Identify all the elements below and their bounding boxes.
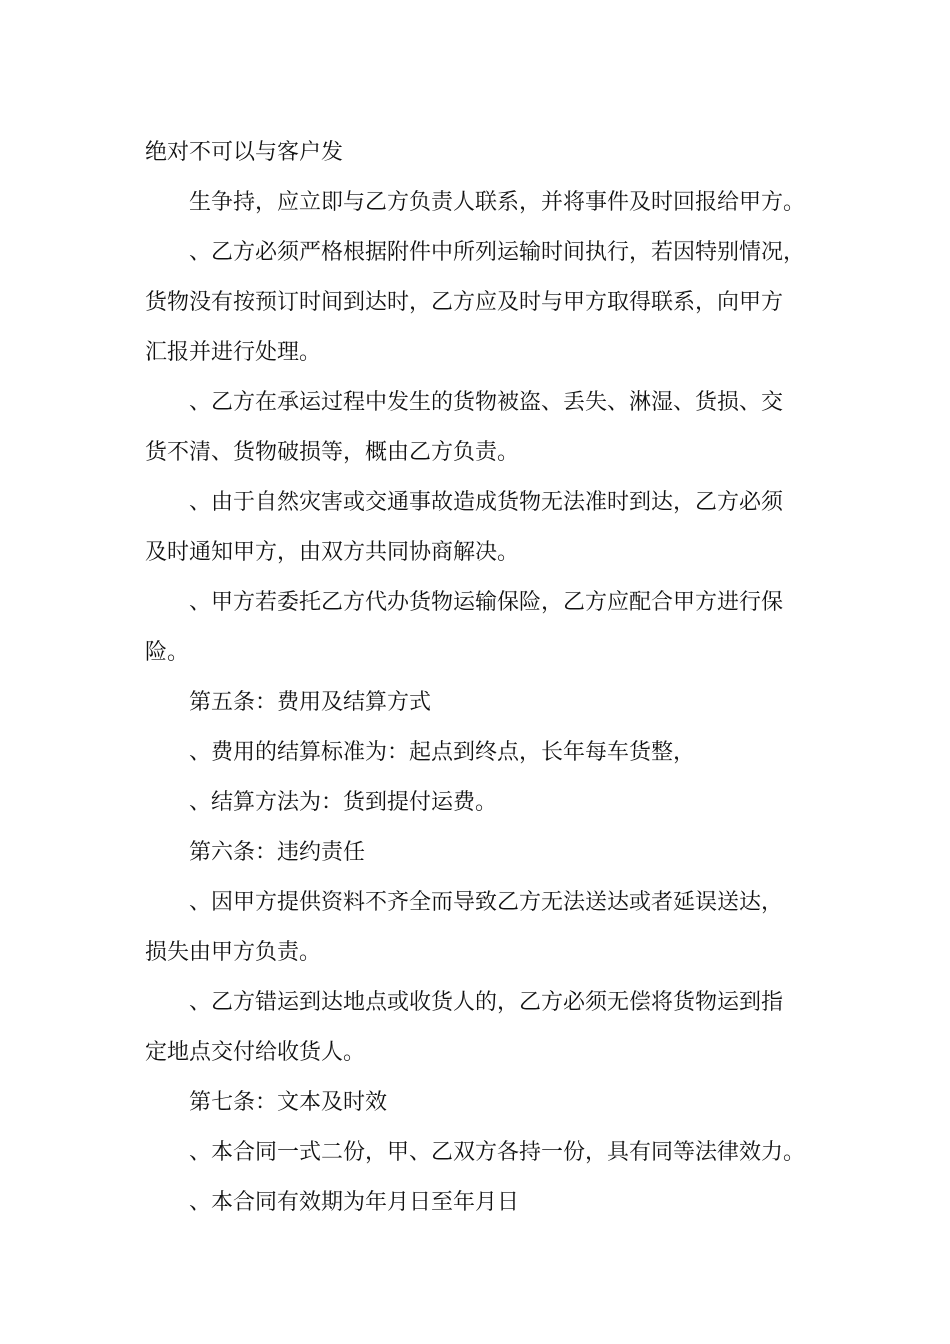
text-line: 货物没有按预订时间到达时，乙方应及时与甲方取得联系，向甲方 bbox=[145, 290, 784, 315]
text-line: 、费用的结算标准为：起点到终点，长年每车货整， bbox=[189, 740, 696, 765]
text-line: 险。 bbox=[145, 640, 190, 665]
section-heading: 第六条：违约责任 bbox=[189, 840, 366, 865]
document-body bbox=[145, 128, 825, 1228]
text-line: 、乙方必须严格根据附件中所列运输时间执行，若因特别情况， bbox=[189, 240, 806, 265]
section-heading: 第五条：费用及结算方式 bbox=[189, 690, 432, 715]
text-line: 及时通知甲方，由双方共同协商解决。 bbox=[145, 540, 520, 565]
text-line: 生争持，应立即与乙方负责人联系，并将事件及时回报给甲方。 bbox=[189, 190, 806, 215]
text-line: 、本合同一式二份，甲、乙双方各持一份，具有同等法律效力。 bbox=[189, 1140, 806, 1165]
section-heading: 第七条：文本及时效 bbox=[189, 1090, 388, 1115]
text-line: 、由于自然灾害或交通事故造成货物无法准时到达，乙方必须 bbox=[189, 490, 784, 515]
text-line: 汇报并进行处理。 bbox=[145, 340, 322, 365]
text-line: 、因甲方提供资料不齐全而导致乙方无法送达或者延误送达， bbox=[189, 890, 784, 915]
text-line: 损失由甲方负责。 bbox=[145, 940, 322, 965]
text-line: 绝对不可以与客户发 bbox=[145, 140, 344, 165]
text-line: 、乙方错运到达地点或收货人的，乙方必须无偿将货物运到指 bbox=[189, 990, 784, 1015]
text-line: 货不清、货物破损等，概由乙方负责。 bbox=[145, 440, 520, 465]
text-line: 、结算方法为：货到提付运费。 bbox=[189, 790, 498, 815]
text-line: 、甲方若委托乙方代办货物运输保险，乙方应配合甲方进行保 bbox=[189, 590, 784, 615]
text-line: 、本合同有效期为年月日至年月日 bbox=[189, 1190, 520, 1215]
text-line: 定地点交付给收货人。 bbox=[145, 1040, 366, 1065]
text-line: 、乙方在承运过程中发生的货物被盗、丢失、淋湿、货损、交 bbox=[189, 390, 784, 415]
